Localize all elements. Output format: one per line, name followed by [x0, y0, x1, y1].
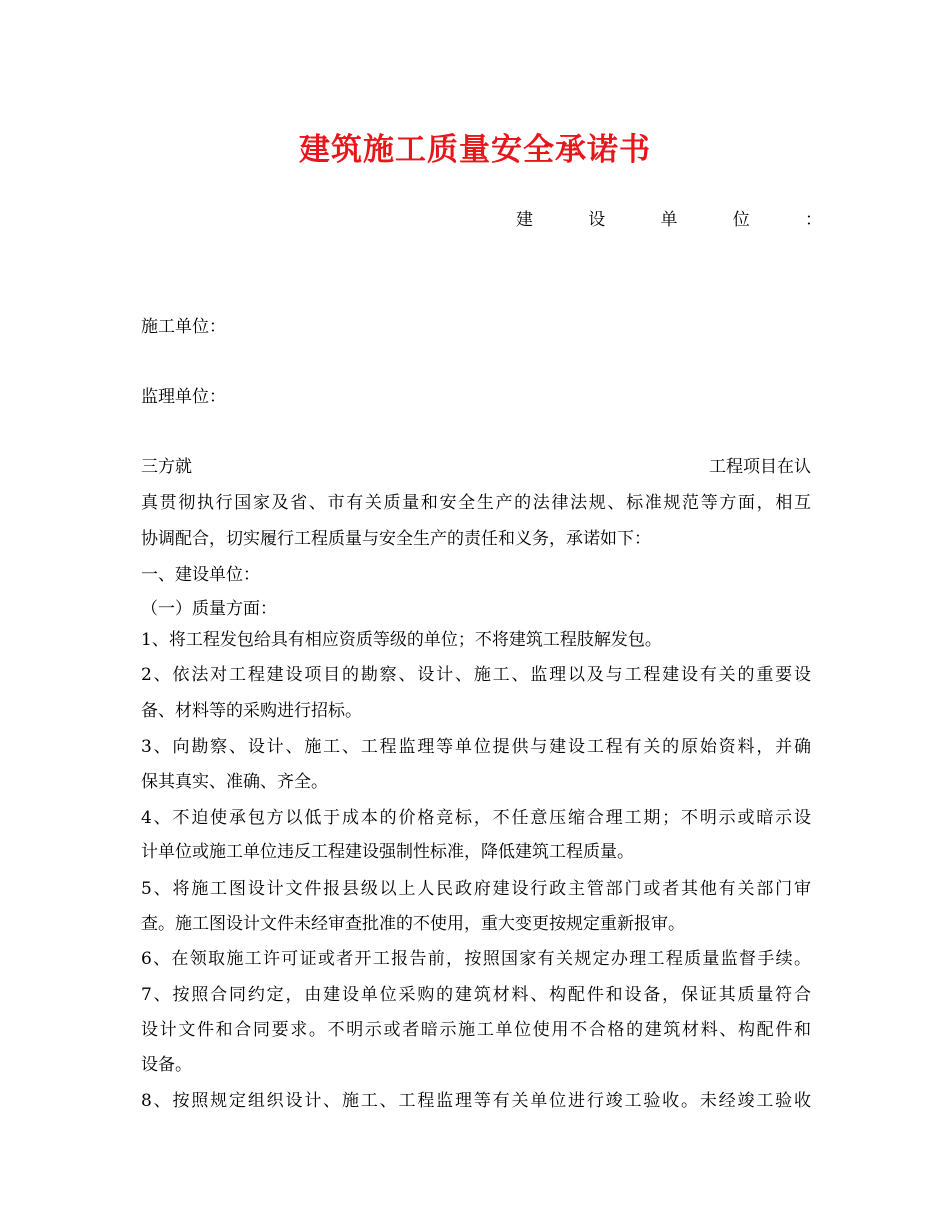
- body-line: 计单位或施工单位违反工程建设强制性标准，降低建筑工程质量。: [141, 842, 634, 862]
- body-line: 2、依法对工程建设项目的勘察、设计、施工、监理以及与工程建设有关的重要设: [141, 665, 811, 685]
- construction-owner-label: [516, 208, 822, 232]
- body-line: 6、在领取施工许可证或者开工报告前，按照国家有关规定办理工程质量监督手续。: [141, 949, 811, 969]
- supervision-unit-field: 监理单位：: [141, 387, 226, 407]
- body-line: 设计文件和合同要求。不明示或者暗示施工单位使用不合格的建筑材料、构配件和: [141, 1020, 811, 1040]
- body-line: 7、按照合同约定，由建设单位采购的建筑材料、构配件和设备，保证其质量符合: [141, 985, 811, 1005]
- header-char: ：: [805, 210, 822, 230]
- intro-line-2: 真贯彻执行国家及省、市有关质量和安全生产的法律法规、标准规范等方面，相互: [141, 493, 811, 513]
- header-char: 单: [660, 210, 678, 230]
- body-line: 5、将施工图设计文件报县级以上人民政府建设行政主管部门或者其他有关部门审: [141, 879, 811, 899]
- header-char: 位: [732, 210, 750, 230]
- body-line: 1、将工程发包给具有相应资质等级的单位；不将建筑工程肢解发包。: [141, 630, 662, 650]
- document-title: 建筑施工质量安全承诺书: [299, 132, 651, 168]
- body-line: 3、向勘察、设计、施工、工程监理等单位提供与建设工程有关的原始资料，并确: [141, 737, 811, 757]
- header-char: 设: [588, 210, 606, 230]
- body-line: 一、建设单位：: [141, 565, 260, 585]
- intro-left: 三方就: [141, 457, 192, 477]
- construction-unit-field: 施工单位：: [141, 317, 226, 337]
- body-line: 备、材料等的采购进行招标。: [141, 701, 362, 721]
- body-line: 8、按照规定组织设计、施工、工程监理等有关单位进行竣工验收。未经竣工验收: [141, 1091, 811, 1111]
- body-line: 4、不迫使承包方以低于成本的价格竞标，不任意压缩合理工期；不明示或暗示设: [141, 808, 811, 828]
- body-line: 查。施工图设计文件未经审查批准的不使用，重大变更按规定重新报审。: [141, 914, 685, 934]
- body-line: 保其真实、准确、齐全。: [141, 772, 328, 792]
- body-line: 设备。: [141, 1055, 192, 1075]
- intro-right: 工程项目在认: [709, 457, 811, 477]
- intro-line-1: [141, 455, 811, 479]
- intro-line-3: 协调配合，切实履行工程质量与安全生产的责任和义务，承诺如下：: [141, 529, 651, 549]
- body-line: （一）质量方面：: [141, 599, 277, 619]
- header-char: 建: [516, 210, 533, 230]
